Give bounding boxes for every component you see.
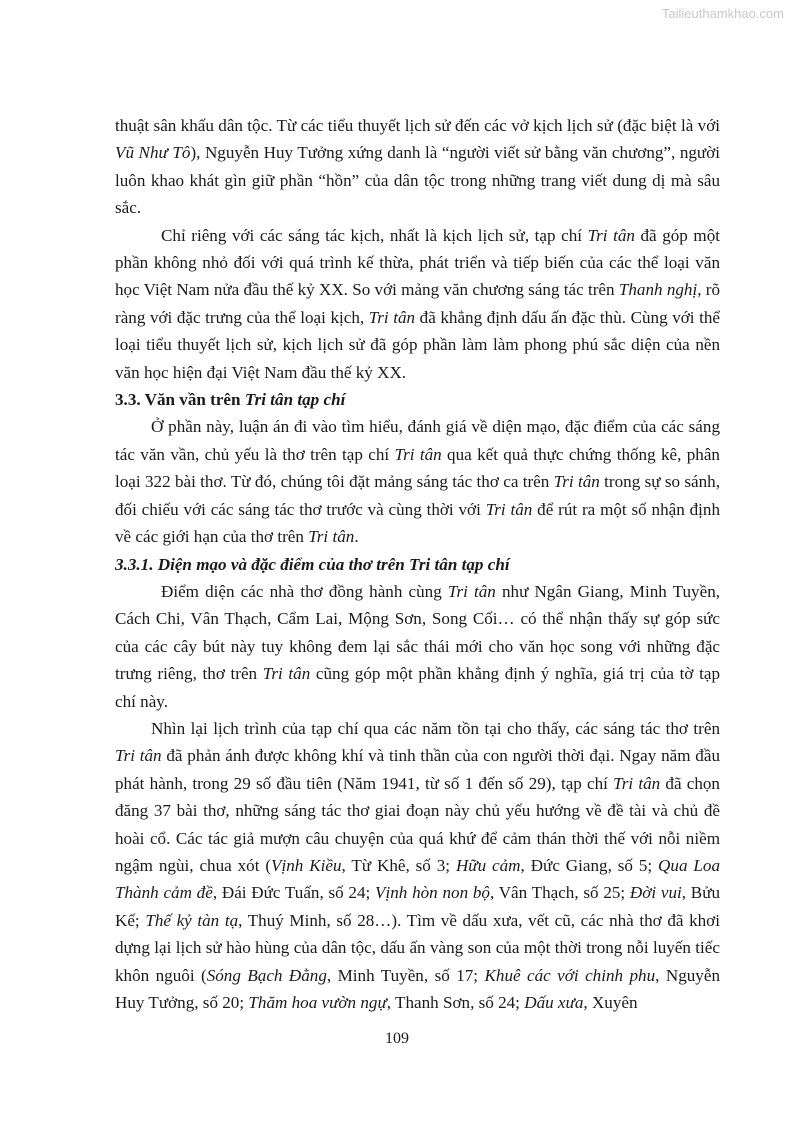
- page-body: [115, 112, 720, 1016]
- paragraph-5: Nhìn lại lịch trình của tạp chí qua các năm tồn tại cho thấy, các sáng tác thơ trên Tri tân đã phản ánh được không khí và tinh thần của con người thời đại. Ngay năm đầu phát hành, trong 29 số đầu tiên (Năm 1941, từ số 1 đến số 29), tạp chí Tri tân đã chọn đăng 37 bài thơ, những sáng tác thơ giai đoạn này chủ yếu hướng về đề tài và chủ đề hoài cổ. Các tác giả mượn câu chuyện của quá khứ để cảm thán thời thế với nỗi niềm ngậm ngùi, chua xót (Vịnh Kiều, Từ Khê, số 3; Hữu cảm, Đức Giang, số 5; Qua Loa Thành cảm đề, Đái Đức Tuấn, số 24; Vịnh hòn non bộ, Vân Thạch, số 25; Đời vui, Bửu Kế; Thế kỷ tàn tạ, Thuý Minh, số 28…). Tìm về dấu xưa, vết cũ, các nhà thơ đã khơi dựng lại lịch sử hào hùng của dân tộc, dấu ấn vàng son của một thời trong nỗi luyến tiếc khôn nguôi (Sóng Bạch Đằng, Minh Tuyền, số 17; Khuê các với chinh phu, Nguyễn Huy Tưởng, số 20; Thăm hoa vườn ngự, Thanh Sơn, số 24; Dấu xưa, Xuyên: [115, 718, 721, 1012]
- page-number: 109: [385, 1030, 409, 1047]
- watermark: Tailieuthamkhao.com: [661, 6, 784, 21]
- section-heading-3-3-1: 3.3.1. Diện mạo và đặc điểm của thơ trên Tri tân tạp chí: [115, 554, 510, 574]
- section-heading-3-3: 3.3. Văn vần trên Tri tân tạp chí: [115, 390, 346, 410]
- paragraph-4: Điểm diện các nhà thơ đồng hành cùng Tri tân như Ngân Giang, Minh Tuyền, Cách Chi, Vân Thạch, Cẩm Lai, Mộng Sơn, Song Cối… có thể nhận thấy sự góp sức của các cây bút này tuy không đem lại sắc thái mới cho văn học song với những đặc trưng riêng, thơ trên Tri tân cũng góp một phần khẳng định ý nghĩa, giá trị của tờ tạp chí này.: [115, 581, 721, 711]
- paragraph-1: thuật sân khấu dân tộc. Từ các tiểu thuyết lịch sử đến các vở kịch lịch sử (đặc biệt là với Vũ Như Tô), Nguyễn Huy Tưởng xứng danh là “người viết sử bằng văn chương”, người luôn khao khát gìn giữ phần “hồn” của dân tộc trong những trang viết dung dị mà sâu sắc.: [115, 116, 720, 218]
- paragraph-3: Ở phần này, luận án đi vào tìm hiểu, đánh giá về diện mạo, đặc điểm của các sáng tác văn vần, chủ yếu là thơ trên tạp chí Tri tân qua kết quả thực chứng thống kê, phân loại 322 bài thơ. Từ đó, chúng tôi đặt mảng sáng tác thơ ca trên Tri tân trong sự so sánh, đối chiếu với các sáng tác thơ trước và cùng thời với Tri tân để rút ra một số nhận định về các giới hạn của thơ trên Tri tân.: [115, 417, 720, 547]
- paragraph-2: Chỉ riêng với các sáng tác kịch, nhất là kịch lịch sử, tạp chí Tri tân đã góp một phần không nhỏ đối với quá trình kế thừa, phát triển và tiếp biến của các thể loại văn học Việt Nam nửa đầu thế kỷ XX. So với mảng văn chương sáng tác trên Thanh nghị, rõ ràng với đặc trưng của thể loại kịch, Tri tân đã khẳng định dấu ấn đặc thù. Cùng với thể loại tiểu thuyết lịch sử, kịch lịch sử đã góp phần làm làm phong phú sắc diện của nền văn học hiện đại Việt Nam đầu thế kỷ XX.: [115, 225, 720, 382]
